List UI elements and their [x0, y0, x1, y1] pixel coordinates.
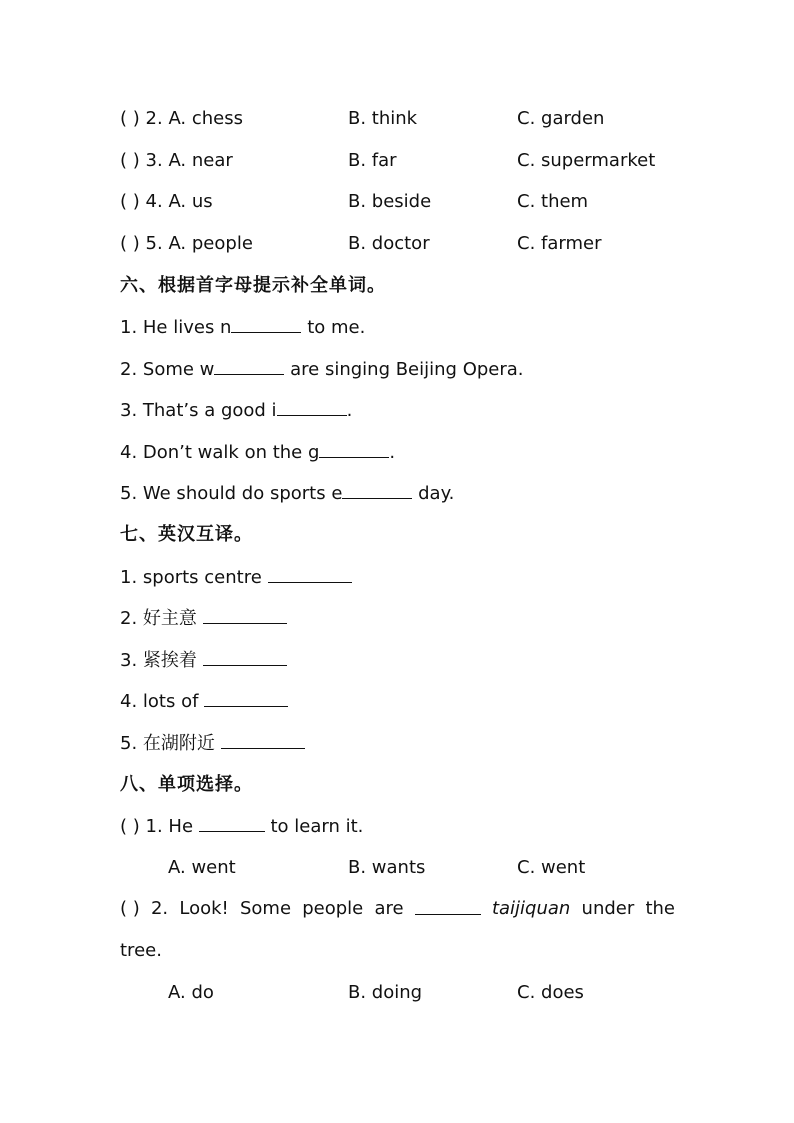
answer-bracket[interactable]: ( )	[120, 191, 140, 212]
option-c: C. went	[517, 857, 586, 878]
translation-item: 3. 紧挨着	[120, 647, 287, 673]
section-heading: 六、根据首字母提示补全单词。	[120, 275, 386, 296]
fill-in-item: 1. He lives n to me.	[120, 314, 365, 340]
answer-blank[interactable]	[268, 564, 352, 583]
answer-blank[interactable]	[221, 730, 305, 749]
option-c: C. garden	[517, 108, 605, 129]
answer-blank[interactable]	[231, 314, 301, 333]
answer-bracket[interactable]: ( )	[120, 108, 140, 129]
option-c: C. farmer	[517, 233, 602, 254]
section-heading: 八、单项选择。	[120, 774, 253, 795]
answer-blank[interactable]	[342, 480, 412, 499]
translation-item: 2. 好主意	[120, 605, 287, 631]
answer-bracket[interactable]: ( )	[120, 233, 140, 254]
answer-bracket[interactable]: ( )	[120, 898, 140, 919]
option-a: A. near	[168, 150, 233, 171]
question-row: ( ) 1. He to learn it.	[120, 813, 363, 839]
answer-bracket[interactable]: ( )	[120, 816, 140, 837]
option-b: B. doing	[348, 982, 423, 1003]
option-c: C. them	[517, 191, 589, 212]
question-row: ( ) 2. Look! Some people are taijiquan under the	[120, 896, 675, 922]
option-a: A. went	[168, 857, 236, 878]
option-a: A. chess	[168, 108, 244, 129]
question-continuation: tree.	[120, 940, 162, 961]
answer-blank[interactable]	[199, 813, 265, 832]
option-b: B. think	[348, 108, 418, 129]
answer-blank[interactable]	[203, 605, 287, 624]
option-b: B. beside	[348, 191, 432, 212]
fill-in-item: 2. Some w are singing Beijing Opera.	[120, 356, 524, 382]
option-c: C. supermarket	[517, 150, 656, 171]
option-a: A. us	[168, 191, 213, 212]
option-c: C. does	[517, 982, 584, 1003]
section-heading: 七、英汉互译。	[120, 524, 253, 545]
worksheet-page: ( ) 2. A. chess B. think C. garden ( ) 3. A. near B. far C. supermarket ( ) 4. A. us B. beside C. them ( ) 5. A. people B. doctor C. farmer 六、根据首字母提示补全单词。 1. He lives n to me. 2. Some w are singing Beijing Opera. 3. That’s a good i . 4. Don’t walk on the g . 5. We should do sports e day. 七、英汉互译。 1. sports centre 2. 好主意 3. 紧挨着 4. lots of 5. 在湖附近 八、单项选择。 ( ) 1. He to learn it. A. went B. wants C. went ( ) 2. Look! Some people are taijiquan under the tree. A. do B. doing C. does	[0, 0, 794, 1123]
option-b: B. doctor	[348, 233, 430, 254]
answer-bracket[interactable]: ( )	[120, 150, 140, 171]
option-b: B. wants	[348, 857, 426, 878]
option-a: A. do	[168, 982, 214, 1003]
answer-blank[interactable]	[415, 896, 481, 915]
answer-blank[interactable]	[319, 439, 389, 458]
answer-blank[interactable]	[203, 647, 287, 666]
translation-item: 4. lots of	[120, 688, 288, 714]
translation-item: 5. 在湖附近	[120, 730, 305, 756]
answer-blank[interactable]	[204, 688, 288, 707]
fill-in-item: 3. That’s a good i .	[120, 397, 352, 423]
option-b: B. far	[348, 150, 397, 171]
answer-blank[interactable]	[214, 356, 284, 375]
fill-in-item: 4. Don’t walk on the g .	[120, 439, 395, 465]
option-a: A. people	[168, 233, 253, 254]
fill-in-item: 5. We should do sports e day.	[120, 480, 454, 506]
answer-blank[interactable]	[277, 397, 347, 416]
translation-item: 1. sports centre	[120, 564, 352, 590]
